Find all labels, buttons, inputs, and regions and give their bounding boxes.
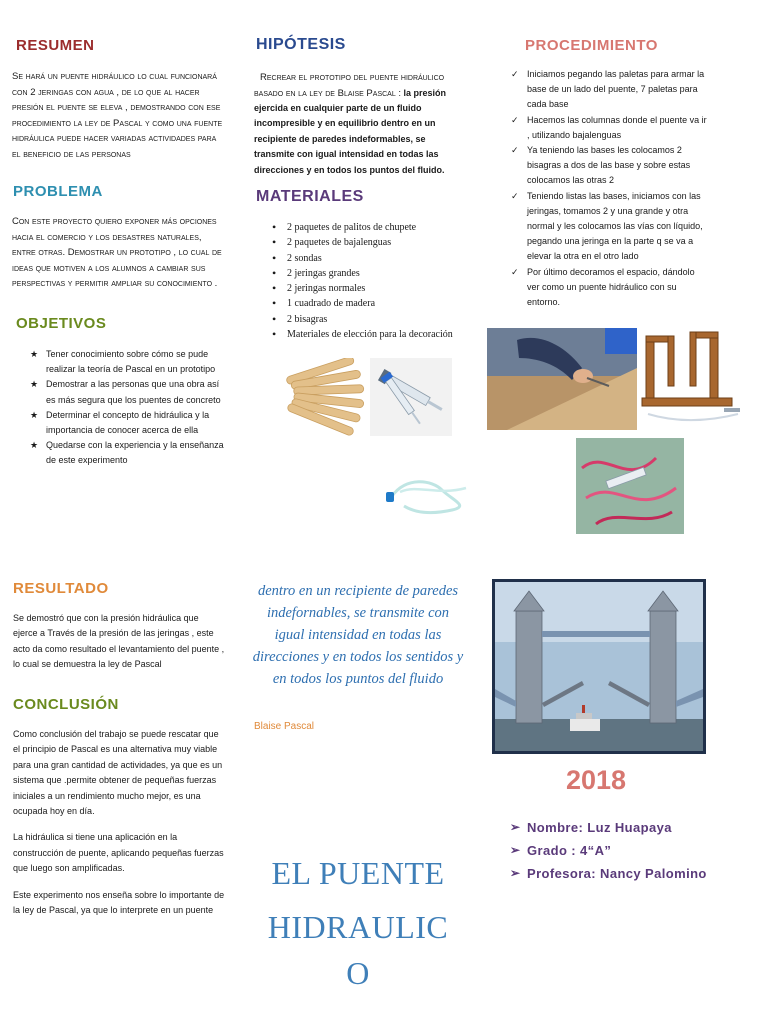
syringes-image [370,358,452,436]
list-item: • 2 sondas [270,251,455,266]
list-item: ✓ Por último decoramos el espacio, dándolo ver como un puente hidráulico con su entorno. [511,265,707,311]
resultado-text: Se demostró que con la presión hidráulica que ejerce a Través de la presión de las jeringas , este acto da como resultado el levantamiento del puente , lo cual se demuestra la ley de Pascal [13,613,225,670]
tubing-image [382,466,474,520]
conclusion-paragraph: La hidráulica si tiene una aplicación en la construcción de puente, aplicando pequeñas fuerzas que luego son amplificadas. [13,832,224,874]
procedimiento-heading: PROCEDIMIENTO [525,37,658,54]
problema-heading: PROBLEMA [13,183,103,200]
resultado-heading: RESULTADO [13,580,109,597]
objetivos-heading: OBJETIVOS [16,315,107,332]
hipotesis-text [254,70,454,178]
list-item: • 2 paquetes de bajalenguas [270,235,455,250]
list-item: ✓ Ya teniendo las bases les colocamos 2 bisagras a dos de las base y sobre estas colocamos las otras 2 [511,143,707,189]
objetivos-list [30,347,226,469]
title-line-3: O [346,955,370,991]
problema-text: Con este proyecto quiero exponer más opciones hacia el comercio y los desastres naturales, entre otras. Demostrar un prototipo , lo cual de ideas que motiven a los alumnos a cambiar sus perspectivas y permitir ampliar su conocimiento . [12,216,222,289]
hipotesis-lead: Recrear el prototipo del puente hidráulico basado en la ley de Blaise Pascal : [254,72,445,99]
conclusion-paragraph: Como conclusión del trabajo se puede rescatar que el principio de Pascal es una alternativa muy viable para una gran cantidad de actividades, ya que es un sistema que .permite obtener de pequeñas fuerzas iniciales a un rendimiento mucho mejor, es una ocupada hoy en día. [13,729,223,817]
list-item: • Materiales de elección para la decoración [270,327,455,342]
resumen-heading: RESUMEN [16,37,95,54]
list-item: • 2 bisagras [270,312,455,327]
list-item: • 2 paquetes de palitos de chupete [270,220,455,235]
list-item: ★ Demostrar a las personas que una obra así es más segura que los puentes de concreto [30,377,226,407]
conclusion-heading: CONCLUSIÓN [13,696,119,713]
materiales-heading: MATERIALES [256,188,364,205]
list-item: ✓ Iniciamos pegando las paletas para armar la base de un lado del puente, 7 paletas para cada base [511,67,707,113]
list-item: • 1 cuadrado de madera [270,296,455,311]
syringe-tubing-photo [576,438,684,534]
list-item: ✓ Teniendo listas las bases, iniciamos con las jeringas, tomamos 2 y una grande y otra normal y les colocamos las vías con líquido, pegando una jeringa en la parte q se va a elevar la otra en el otro lado [511,189,707,265]
materiales-list [270,220,455,342]
year-label: 2018 [566,765,627,795]
credit-name: ➢ Nombre: Luz Huapaya [510,816,710,839]
list-item: ★ Quedarse con la experiencia y la enseñanza de este experimento [30,438,226,468]
list-item: • 2 jeringas normales [270,281,455,296]
quote-author: Blaise Pascal [254,721,315,732]
tower-bridge-photo [492,579,706,754]
credit-teacher: ➢ Profesora: Nancy Palomino [510,862,710,885]
document-title [250,850,466,996]
credit-grade: ➢ Grado : 4“A” [510,839,710,862]
pascal-quote: dentro en un recipiente de paredes indefornables, se transmite con igual intensidad en todas las direcciones y en todos los sentidos y en todos los puntos del fluido [252,583,464,687]
resumen-text: Se hará un puente hidráulico lo cual funcionará con 2 jeringas con agua , de lo que al hacer presión el puente se eleva , demostrando con ese procedimiento la ley de Pascal y como una fuente hidráulica puede hacer variadas actividades para el beneficio de las personas [12,71,223,160]
procedimiento-list [511,67,707,310]
list-item: ★ Tener conocimiento sobre cómo se pude realizar la teoría de Pascal en un prototipo [30,347,226,377]
hipotesis-heading: HIPÓTESIS [256,36,346,53]
bridge-model-photo [638,324,746,430]
conclusion-paragraph: Este experimento nos enseña sobre lo importante de la ley de Pascal, ya que lo interprete en un puente [13,889,225,916]
list-item: ★ Determinar el concepto de hidráulica y la importancia de conocer acerca de ella [30,408,226,438]
hipotesis-principle: la presión ejercida en cualquier parte de un fluido incompresible y en equilibrio dentro en un recipiente de paredes indeformables, se transmite con igual intensidad en todas las direcciones y en todos los puntos del fluido. [254,87,447,175]
popsicle-sticks-image [286,358,368,438]
title-line-2: HIDRAULIC [267,909,449,945]
credits-list [510,816,710,885]
list-item: • 2 jeringas grandes [270,266,455,281]
construction-photo [487,328,637,430]
list-item: ✓ Hacemos las columnas donde el puente va ir , utilizando bajalenguas [511,113,707,143]
title-line-1: EL PUENTE [271,855,445,891]
conclusion-body [13,727,225,918]
